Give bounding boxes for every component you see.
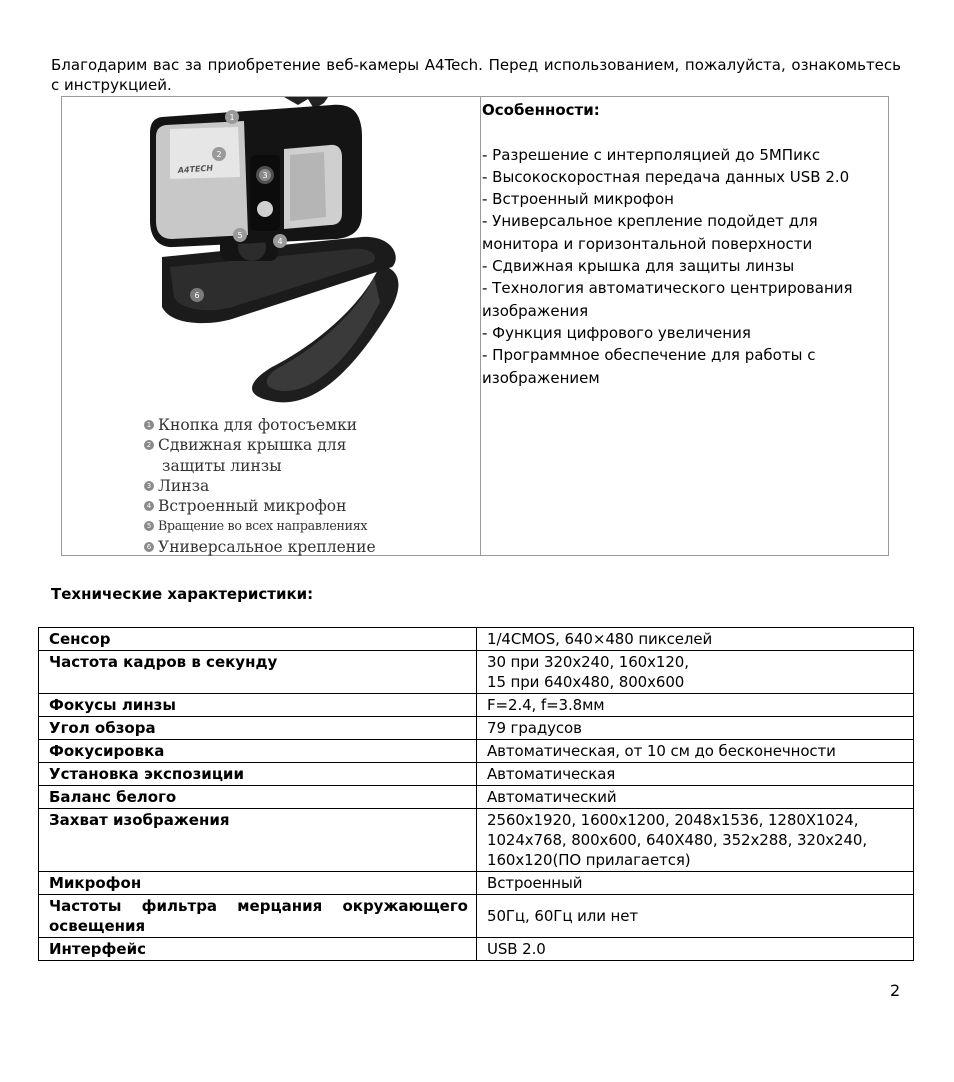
callout-2-label: 2 (216, 150, 222, 159)
table-row: Интерфейс USB 2.0 (39, 938, 914, 961)
photo-legend (144, 415, 474, 557)
callout-1-label: 1 (229, 113, 235, 122)
legend-item: 6 Универсальное крепление (144, 537, 474, 557)
specs-table (38, 627, 914, 961)
table-row: Баланс белого Автоматический (39, 786, 914, 809)
feature-item: - Разрешение с интерполяцией до 5МПикс (482, 145, 821, 164)
feature-item: - Встроенный микрофон (482, 190, 674, 209)
legend-item: 3 Линза (144, 476, 474, 496)
table-row: Захват изображения 2560x1920, 1600x1200, 2048x1536, 1280X1024, 1024x768, 800x600, 640X480, 352x288, 320x240, 160x120(ПО прилагается) (39, 809, 914, 872)
table-row: Фокусы линзы F=2.4, f=3.8мм (39, 694, 914, 717)
table-row: Угол обзора 79 градусов (39, 717, 914, 740)
webcam-photo (62, 97, 480, 557)
table-row: Частоты фильтра мерцания окружающего освещения 50Гц, 60Гц или нет (39, 895, 914, 938)
features-title: Особенности: (482, 101, 600, 119)
callout-5-label: 5 (237, 231, 243, 240)
legend-item: 5 Вращение во всех направлениях (144, 516, 474, 536)
table-row: Микрофон Встроенный (39, 872, 914, 895)
intro-text: Благодарим вас за приобретение веб-камеры A4Tech. Перед использованием, пожалуйста, ознакомьтесь с инструкцией. (51, 56, 901, 94)
callout-4-label: 4 (277, 237, 283, 246)
column-divider (480, 97, 481, 555)
table-row: Фокусировка Автоматическая, от 10 см до бесконечности (39, 740, 914, 763)
features-list (482, 99, 884, 389)
page-number: 2 (890, 981, 901, 1000)
legend-item: 4 Встроенный микрофон (144, 496, 474, 516)
table-row: Установка экспозиции Автоматическая (39, 763, 914, 786)
callout-6-label: 6 (194, 291, 200, 300)
webcam-illustration (62, 97, 480, 417)
feature-item: - Технология автоматического центрирования изображения (482, 279, 853, 320)
legend-item: 2 Сдвижная крышка для (144, 435, 474, 455)
feature-item: - Программное обеспечение для работы с изображением (482, 346, 816, 387)
feature-item: - Универсальное крепление подойдет для монитора и горизонтальной поверхности (482, 212, 818, 253)
feature-item: - Высокоскоростная передача данных USB 2.0 (482, 167, 850, 186)
feature-item: - Сдвижная крышка для защиты линзы (482, 257, 795, 276)
brand-logo: A4TECH (177, 163, 214, 175)
table-row: Сенсор 1/4CMOS, 640×480 пикселей (39, 628, 914, 651)
features-box (61, 96, 889, 556)
legend-item: 1 Кнопка для фотосъемки (144, 415, 474, 435)
legend-item: защиты линзы (162, 456, 282, 475)
feature-item: - Функция цифрового увеличения (482, 323, 751, 342)
specs-title: Технические характеристики: (51, 585, 314, 603)
table-row: Частота кадров в секунду 30 при 320x240, 160x120, 15 при 640x480, 800x600 (39, 651, 914, 694)
callout-3-label: 3 (262, 171, 268, 180)
